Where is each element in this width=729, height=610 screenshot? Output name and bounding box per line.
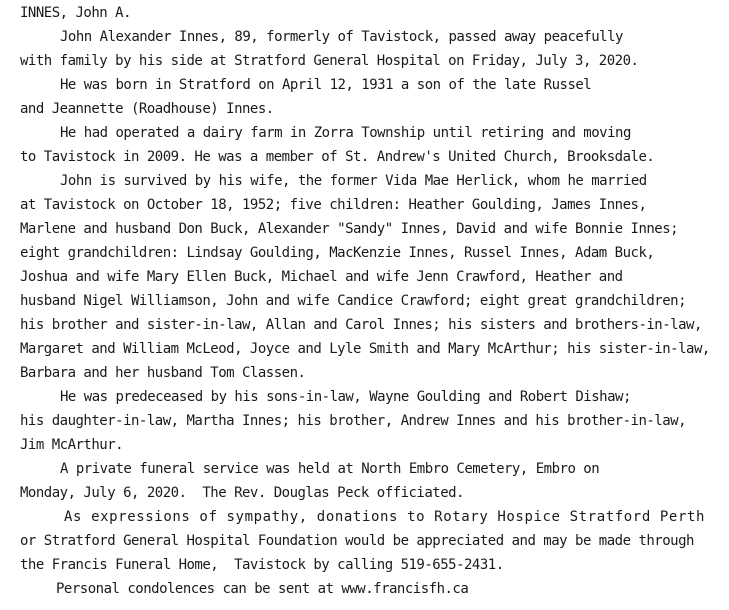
text-line: Personal condolences can be sent at www.francisfh.ca [56, 581, 469, 597]
text-line: Barbara and her husband Tom Classen. [20, 365, 306, 381]
text-line: Jim McArthur. [20, 437, 124, 453]
text-line: with family by his side at Stratford General Hospital on Friday, July 3, 2020. [20, 53, 639, 69]
text-line: at Tavistock on October 18, 1952; five children: Heather Goulding, James Innes, [20, 197, 647, 213]
text-line: to Tavistock in 2009. He was a member of St. Andrew's United Church, Brooksdale. [20, 149, 655, 165]
text-line: A private funeral service was held at North Embro Cemetery, Embro on [60, 461, 600, 477]
text-line: He was born in Stratford on April 12, 1931 a son of the late Russel [60, 77, 592, 93]
text-line: John Alexander Innes, 89, formerly of Tavistock, passed away peacefully [60, 29, 623, 45]
text-line: John is survived by his wife, the former Vida Mae Herlick, whom he married [60, 173, 647, 189]
text-line: eight grandchildren: Lindsay Goulding, MacKenzie Innes, Russel Innes, Adam Buck, [20, 245, 655, 261]
text-line: or Stratford General Hospital Foundation would be appreciated and may be made through [20, 533, 694, 549]
text-line: He had operated a dairy farm in Zorra Township until retiring and moving [60, 125, 631, 141]
text-line: He was predeceased by his sons-in-law, Wayne Goulding and Robert Dishaw; [60, 389, 631, 405]
text-line: Margaret and William McLeod, Joyce and Lyle Smith and Mary McArthur; his sister-in-law, [20, 341, 710, 357]
text-line: his daughter-in-law, Martha Innes; his brother, Andrew Innes and his brother-in-law, [20, 413, 687, 429]
text-line: Monday, July 6, 2020. The Rev. Douglas Peck officiated. [20, 485, 465, 501]
text-line: husband Nigel Williamson, John and wife Candice Crawford; eight great grandchildren; [20, 293, 687, 309]
text-line: the Francis Funeral Home, Tavistock by calling 519-655-2431. [20, 557, 504, 573]
text-line: As expressions of sympathy, donations to Rotary Hospice Stratford Perth [64, 509, 706, 525]
text-line: Joshua and wife Mary Ellen Buck, Michael and wife Jenn Crawford, Heather and [20, 269, 623, 285]
text-line: Marlene and husband Don Buck, Alexander "Sandy" Innes, David and wife Bonnie Innes; [20, 221, 679, 237]
obituary-heading: INNES, John A. [20, 5, 132, 21]
text-line: and Jeannette (Roadhouse) Innes. [20, 101, 274, 117]
text-line: his brother and sister-in-law, Allan and Carol Innes; his sisters and brothers-in-law, [20, 317, 702, 333]
